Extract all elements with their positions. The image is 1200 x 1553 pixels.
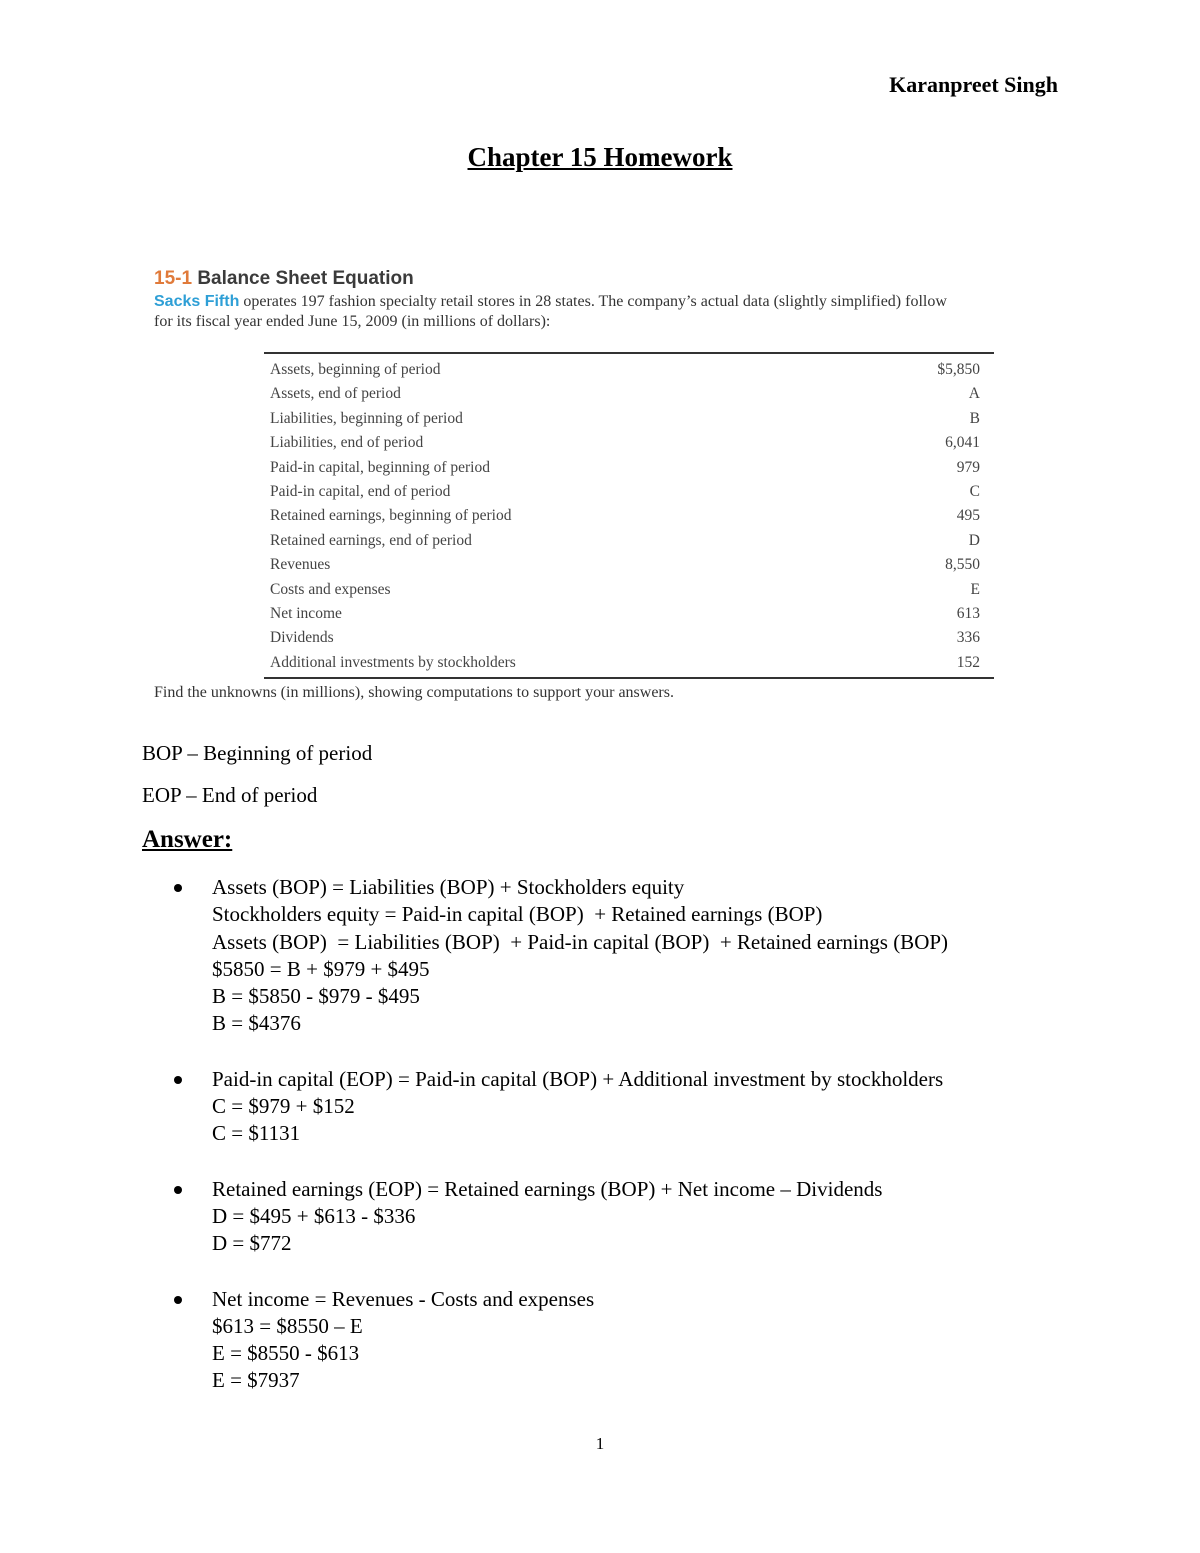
- problem-intro-line2: for its fiscal year ended June 15, 2009 (in millions of dollars):: [154, 313, 551, 330]
- table-row-value: 495: [956, 507, 980, 525]
- table-row-value: 613: [956, 604, 980, 622]
- bullet-icon: [174, 1296, 182, 1304]
- table-row-label: Costs and expenses: [270, 580, 391, 598]
- table-row: [264, 504, 994, 528]
- table-row-label: Paid-in capital, beginning of period: [270, 458, 490, 476]
- table-row: [264, 407, 994, 431]
- answer-line: Net income = Revenues - Costs and expenses: [212, 1286, 595, 1311]
- table-row-value: 6,041: [945, 434, 980, 452]
- table-row-value: C: [969, 482, 980, 500]
- table-row-label: Assets, end of period: [270, 385, 401, 403]
- bullet-icon: [174, 1076, 182, 1084]
- table-row-value: 979: [956, 458, 980, 476]
- bullet-icon: [174, 1186, 182, 1194]
- definitions: [142, 740, 372, 824]
- table-row-label: Net income: [270, 604, 342, 622]
- list-item: [142, 1286, 1142, 1395]
- answer-line: Assets (BOP) = Liabilities (BOP) + Stockholders equity: [212, 875, 685, 899]
- table-row: [264, 480, 994, 504]
- company-name: Sacks Fifth: [154, 293, 240, 310]
- table-row-value: D: [968, 531, 980, 549]
- table-row-label: Liabilities, end of period: [270, 434, 424, 452]
- list-item: [142, 1066, 1142, 1148]
- table-row-label: Retained earnings, beginning of period: [270, 507, 512, 525]
- table-row-value: $5,850: [937, 361, 980, 378]
- data-table: [264, 352, 994, 679]
- table-row-label: Dividends: [270, 629, 334, 647]
- table-row: [264, 626, 994, 650]
- table-row-value: A: [968, 385, 980, 403]
- table-row-value: B: [969, 409, 980, 427]
- page-title: Chapter 15 Homework: [467, 142, 733, 172]
- bullet-icon: [174, 884, 182, 892]
- table-row-label: Assets, beginning of period: [270, 361, 441, 378]
- problem-intro: [154, 292, 1034, 332]
- problem-instruction: Find the unknowns (in millions), showing computations to support your answers.: [154, 684, 674, 701]
- table-row: [264, 529, 994, 553]
- answer-line: $613 = $8550 – E: [212, 1313, 363, 1338]
- table-row: [264, 431, 994, 455]
- answer-line: B = $5850 - $979 - $495: [212, 984, 420, 1009]
- answer-line: Assets (BOP) = Liabilities (BOP) + Paid-in capital (BOP) + Retained earnings (BOP): [212, 929, 949, 954]
- problem-title: Balance Sheet Equation: [197, 268, 414, 289]
- answer-list: [142, 874, 1142, 1423]
- list-item: [142, 874, 1142, 1038]
- table-row: [264, 602, 994, 626]
- answer-heading: Answer:: [142, 826, 233, 853]
- answer-line: B = $4376: [212, 1011, 301, 1036]
- table-row: [264, 456, 994, 480]
- answer-line: E = $7937: [212, 1368, 300, 1393]
- answer-line: C = $1131: [212, 1121, 301, 1146]
- answer-line: Stockholders equity = Paid-in capital (BOP) + Retained earnings (BOP): [212, 902, 823, 927]
- table-row-value: 8,550: [945, 556, 980, 574]
- answer-line: E = $8550 - $613: [212, 1341, 360, 1366]
- table-row: [264, 651, 994, 675]
- answer-line: $5850 = B + $979 + $495: [212, 956, 430, 981]
- table-row-value: E: [970, 580, 980, 598]
- definition-eop: EOP – End of period: [142, 783, 318, 807]
- table-row-value: 336: [956, 629, 980, 647]
- table-row: [264, 382, 994, 406]
- table-row-label: Additional investments by stockholders: [270, 653, 516, 671]
- answer-line: C = $979 + $152: [212, 1094, 355, 1119]
- table-row-label: Paid-in capital, end of period: [270, 482, 451, 500]
- page-number: 1: [595, 1434, 605, 1453]
- table-row: [264, 358, 994, 382]
- table-row-label: Revenues: [270, 556, 331, 574]
- table-row: [264, 578, 994, 602]
- answer-line: Retained earnings (EOP) = Retained earnings (BOP) + Net income – Dividends: [212, 1176, 883, 1201]
- definition-bop: BOP – Beginning of period: [142, 741, 373, 765]
- table-row-value: 152: [956, 653, 980, 671]
- problem-excerpt: [154, 268, 1034, 332]
- answer-line: D = $772: [212, 1231, 292, 1256]
- table-row-label: Retained earnings, end of period: [270, 531, 472, 549]
- problem-heading: [154, 268, 1034, 290]
- table-row-label: Liabilities, beginning of period: [270, 409, 463, 427]
- problem-intro-line1: operates 197 fashion specialty retail stores in 28 states. The company’s actual data (slightly simplified) follow: [239, 293, 947, 310]
- answer-line: D = $495 + $613 - $336: [212, 1203, 416, 1228]
- answer-line: Paid-in capital (EOP) = Paid-in capital (BOP) + Additional investment by stockholders: [212, 1066, 944, 1091]
- problem-number: 15-1: [154, 268, 193, 289]
- table-row: [264, 553, 994, 577]
- author-name: Karanpreet Singh: [889, 72, 1058, 97]
- list-item: [142, 1176, 1142, 1258]
